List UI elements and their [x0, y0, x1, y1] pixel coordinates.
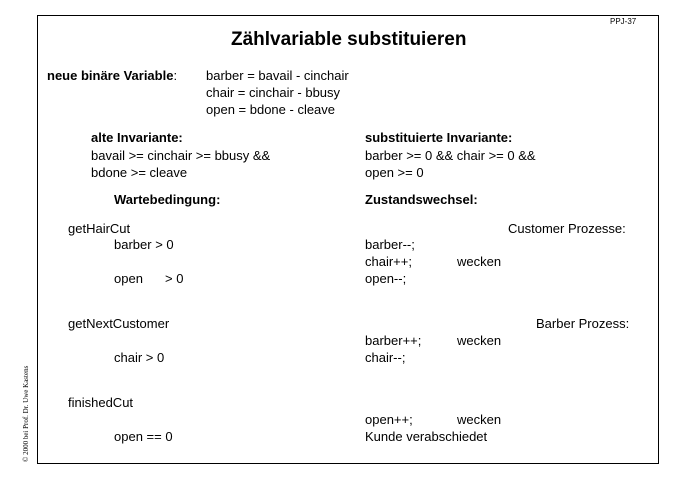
new-variable-line: chair = cinchair - bbusy	[206, 85, 341, 100]
copyright-note: © 2000 bei Prof. Dr. Uwe Kastens	[22, 365, 30, 462]
action-line: chair--;	[365, 350, 406, 365]
method-gethaircut: getHairCut	[68, 221, 131, 236]
method-getnextcustomer: getNextCustomer	[68, 316, 170, 331]
customer-process-label: Customer Prozesse:	[508, 221, 626, 236]
page-id: PPJ-37	[610, 17, 637, 26]
new-variable-label	[47, 68, 177, 83]
substituted-invariant-line: open >= 0	[365, 165, 424, 180]
condition-line: barber > 0	[114, 237, 174, 252]
wake-label: wecken	[457, 254, 502, 269]
new-variable-label-text: neue binäre Variable	[47, 68, 174, 83]
wake-label: wecken	[457, 412, 502, 427]
old-invariant-line: bavail >= cinchair >= bbusy &&	[91, 148, 271, 163]
method-finishedcut: finishedCut	[68, 395, 134, 410]
action-line: chair++;	[365, 254, 412, 269]
old-invariant-heading: alte Invariante:	[91, 130, 183, 145]
substituted-invariant-heading: substituierte Invariante:	[365, 130, 513, 145]
page-title: Zählvariable substituieren	[231, 29, 467, 50]
action-line: open--;	[365, 271, 407, 286]
old-invariant-line: bdone >= cleave	[91, 165, 188, 180]
new-variable-line: open = bdone - cleave	[206, 102, 336, 117]
wait-condition-header: Wartebedingung:	[114, 192, 221, 207]
action-line: barber++;	[365, 333, 422, 348]
condition-line: open == 0	[114, 429, 173, 444]
action-line: open++;	[365, 412, 413, 427]
condition-line: open	[114, 271, 143, 286]
action-line: Kunde verabschiedet	[365, 429, 488, 444]
condition-line: chair > 0	[114, 350, 165, 365]
condition-line: > 0	[165, 271, 184, 286]
wake-label: wecken	[457, 333, 502, 348]
new-variable-colon: :	[173, 68, 178, 83]
barber-process-label: Barber Prozess:	[536, 316, 630, 331]
action-line: barber--;	[365, 237, 415, 252]
new-variable-line: barber = bavail - cinchair	[206, 68, 349, 83]
substituted-invariant-line: barber >= 0 && chair >= 0 &&	[365, 148, 536, 163]
state-change-header: Zustandswechsel:	[365, 192, 478, 207]
